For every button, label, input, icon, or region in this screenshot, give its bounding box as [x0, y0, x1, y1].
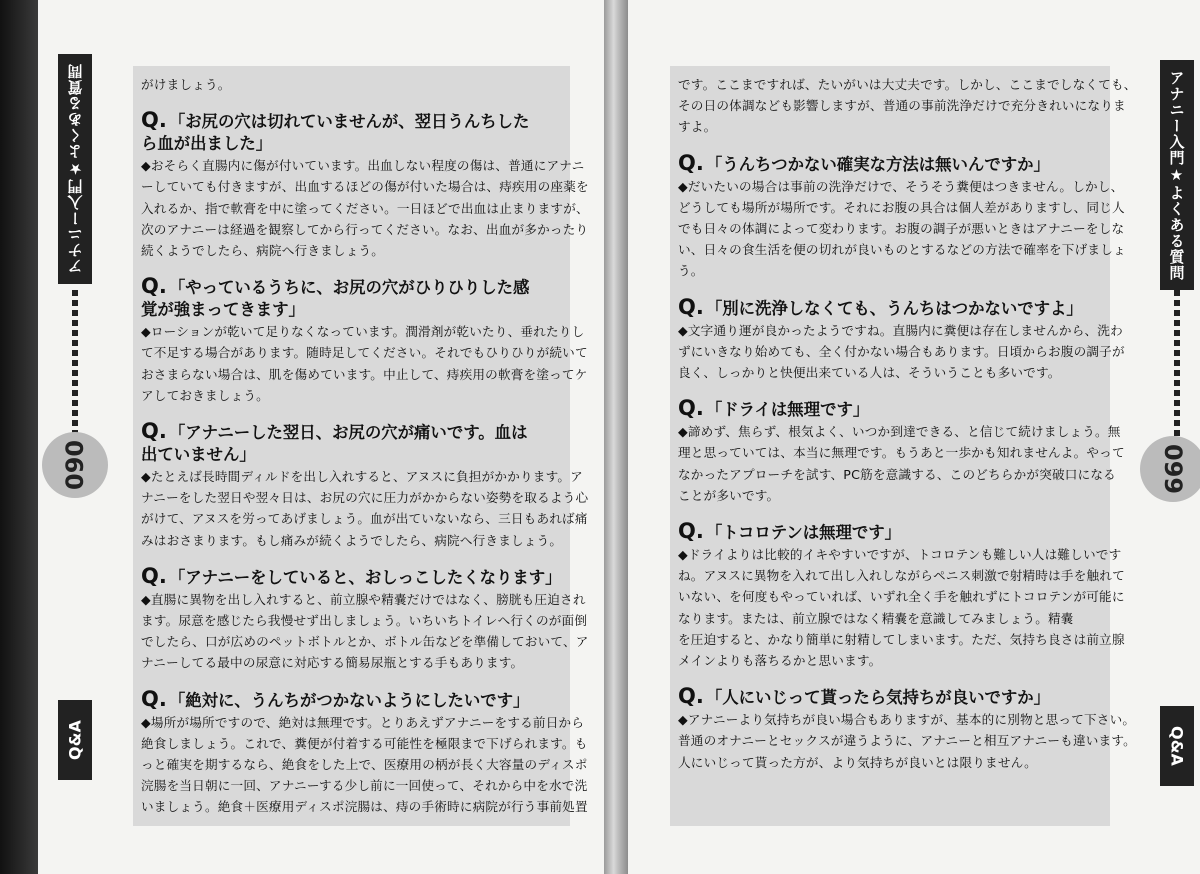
right-text-block [670, 66, 1137, 826]
question-mark-label: Q. [678, 294, 704, 319]
qa-tab: Q&A [1160, 706, 1194, 786]
chapter-title: アナニー入門★よくある質問 [58, 54, 92, 284]
answer-line: ◆文字通り運が良かったようですね。直腸内に糞便は存在しませんから、洗わ [678, 322, 1123, 338]
question-text: 出ていません」 [141, 445, 256, 465]
answer-line: ◆たとえば長時間ディルドを出し入れすると、アヌスに負担がかかります。ア [141, 469, 583, 485]
answer-line: 良く、しっかりと快便出来ている人は、そういうことも多いです。 [678, 365, 1061, 381]
question-title [678, 397, 1104, 421]
question-text: 「トコロテンは無理です」 [705, 523, 902, 543]
answer-line: ずにいきなり始めても、全く付かない場合もあります。日頃からお腹の調子が [678, 343, 1125, 359]
answer-line: を圧迫すると、かなり簡単に射精してしまいます。ただ、気持ち良さは前立腺 [678, 631, 1125, 647]
left-text-block [133, 66, 589, 826]
question-mark-label: Q. [678, 519, 704, 544]
question-text: 「人にいじって貰ったら気持ちが良いですか」 [705, 688, 1051, 708]
answer-line: いましょう。絶食＋医療用ディスポ浣腸は、痔の手術時に病院が行う事前処置 [141, 799, 588, 815]
answer-line: メインよりも落ちるかと思います。 [678, 653, 882, 669]
answer-line: でしたら、口が広めのペットボトルとか、ボトル缶などを準備しておいて、ア [141, 634, 589, 650]
intro-line: がけましょう。 [141, 77, 231, 92]
answer-line: ーしていても付きますが、出血するほどの傷が付いた場合は、痔疾用の座薬を [141, 179, 589, 195]
intro-line: その日の体調なども影響しますが、普通の事前洗浄だけで充分きれいになりま [678, 98, 1126, 114]
question-text: ら血が出ました」 [141, 134, 273, 154]
answer-line: 人にいじって貰った方が、より気持ちが良いとは限りません。 [678, 754, 1037, 770]
question-text: 「ドライは無理です」 [705, 400, 870, 420]
question-title [678, 520, 1104, 544]
question-text: 「別に洗浄しなくても、うんちはつかないですよ」 [705, 298, 1083, 318]
left-page [38, 0, 604, 874]
question-title [141, 420, 564, 444]
answer-line: ◆おそらく直腸内に傷が付いています。出血しない程度の傷は、普通にアナニ [141, 158, 585, 174]
question-text: 「うんちつかない確実な方法は無いんですか」 [705, 154, 1050, 174]
answer-line: 絶食しましょう。これで、糞便が付着する可能性を極限まで下げられます。も [141, 735, 588, 751]
dotted-divider [1174, 290, 1180, 438]
answer-line: い、日々の食生活を便の切れが良いものとするなどの方法で確率を下げましょ [678, 242, 1126, 258]
qa-item [141, 108, 589, 261]
qa-item [141, 563, 589, 674]
question-text: 「お尻の穴は切れていませんが、翌日うんちした [168, 112, 530, 132]
question-text: 「やっているうちに、お尻の穴がひりひりした感 [168, 278, 530, 298]
question-title [678, 296, 1104, 320]
answer-line: ナニーをした翌日や翌々日は、お尻の穴に圧力がかからない姿勢を取るよう心 [141, 490, 589, 506]
question-mark-label: Q. [141, 686, 167, 711]
left-sidebar [58, 0, 92, 874]
answer-line: ◆直腸に異物を出し入れすると、前立腺や精嚢だけではなく、膀胱も圧迫され [141, 591, 586, 607]
answer-line: ◆諦めず、焦らず、根気よく、いつか到達できる、と信じて続けましょう。無 [678, 424, 1121, 440]
question-title [141, 299, 564, 321]
answer-line: 普通のオナニーとセックスが違うように、アナニーと相互アナニーも違います。 [678, 733, 1136, 749]
chapter-title: アナニー入門★よくある質問 [1160, 60, 1194, 290]
answer-line: ことが多いです。 [678, 487, 780, 503]
question-title [141, 109, 564, 133]
answer-line: ね。アヌスに異物を入れて出し入れしながらペニス刺激で射精時は手を触れて [678, 568, 1125, 584]
answer-line: なります。または、前立腺ではなく精嚢を意識してみましょう。精嚢 [678, 610, 1074, 626]
question-mark-label: Q. [678, 684, 704, 709]
answer-line: う。 [678, 263, 704, 279]
question-title [678, 685, 1104, 709]
page-number-badge: 090 [42, 432, 108, 498]
question-title [141, 565, 564, 589]
answer-line: ◆場所が場所ですので、絶対は無理です。とりあえずアナニーをする前日から [141, 714, 585, 730]
question-title [678, 152, 1104, 176]
answer-line: いない、を何度もやっていれば、いずれ全く手を触れずにトコロテンが可能に [678, 589, 1125, 605]
question-mark-label: Q. [141, 108, 167, 133]
intro-line: です。ここまですれば、たいがいは大丈夫です。しかし、ここまでしなくても、 [678, 77, 1137, 92]
question-mark-label: Q. [678, 396, 704, 421]
answer-line: っと確実を期するなら、絶食をした上で、医療用の柄が長く大容量のディスポ [141, 757, 588, 773]
right-page [628, 0, 1200, 874]
book-edge [0, 0, 38, 874]
question-text: 覚が強まってきます」 [141, 300, 305, 320]
answer-line: ◆だいたいの場合は事前の洗浄だけで、そうそう糞便はつきません。しかし、 [678, 178, 1124, 194]
answer-line: どうしても場所が場所です。それにお腹の具合は個人差がありますし、同じ人 [678, 199, 1125, 215]
book-gutter [604, 0, 628, 874]
qa-item [141, 686, 588, 818]
answer-line: ◆ドライよりは比較的イキやすいですが、トコロテンも難しい人は難しいです [678, 547, 1122, 563]
answer-line: でも日々の体調によって変わります。お腹の調子が悪いときはアナニーをしな [678, 221, 1125, 237]
answer-line: みはおさまります。もし痛みが続くようでしたら、病院へ行きましょう。 [141, 532, 563, 548]
answer-line: て不足する場合があります。随時足してください。それでもひりひりが続いて [141, 345, 588, 361]
qa-item [678, 150, 1126, 282]
answer-line: 入れるか、指で軟膏を中に塗ってください。一日ほどで出血は止まりますが、 [141, 200, 589, 216]
dotted-divider [72, 290, 78, 438]
answer-line: 浣腸を当日朝に一回、アナニーする少し前に一回使って、それから中を水で洗 [141, 778, 588, 794]
qa-item [678, 519, 1125, 671]
qa-item [678, 294, 1125, 384]
question-text: 「アナニーした翌日、お尻の穴が痛いです。血は [168, 423, 528, 443]
question-title [141, 444, 564, 466]
answer-line: 続くようでしたら、病院へ行きましょう。 [141, 243, 385, 259]
right-sidebar [1160, 0, 1194, 874]
question-title [141, 688, 564, 712]
question-text: 「アナニーをしていると、おしっこしたくなります」 [168, 567, 562, 587]
question-mark-label: Q. [678, 150, 704, 175]
question-mark-label: Q. [141, 419, 167, 444]
answer-line: 理と思っていては、本当に無理です。もうあと一歩かも知れませんよ。やって [678, 445, 1125, 461]
qa-tab: Q&A [58, 700, 92, 780]
question-text: 「絶対に、うんちがつかないようにしたいです」 [168, 690, 530, 710]
qa-item [678, 684, 1136, 773]
question-title [141, 133, 564, 155]
answer-line: アしておきましょう。 [141, 387, 269, 403]
answer-line: ◆アナニーより気持ちが良い場合もありますが、基本的に別物と思って下さい。 [678, 712, 1136, 728]
answer-line: がけて、アヌスを労ってあげましょう。血が出ていないなら、三日もあれば痛 [141, 511, 588, 527]
question-mark-label: Q. [141, 563, 167, 588]
answer-line: ます。尿意を感じたら我慢せず出しましょう。いちいちトイレへ行くのが面倒 [141, 613, 588, 629]
answer-line: ◆ローションが乾いて足りなくなっています。潤滑剤が乾いたり、垂れたりし [141, 324, 585, 340]
answer-line: ナニーしてる最中の尿意に対応する簡易尿瓶とする手もあります。 [141, 655, 524, 671]
page-number-badge: 099 [1140, 436, 1200, 502]
question-mark-label: Q. [141, 274, 167, 299]
answer-line: おさまらない場合は、肌を傷めています。中止して、痔疾用の軟膏を塗ってケ [141, 366, 588, 382]
answer-line: 次のアナニーは経過を観察してから行ってください。なお、出血が多かったり [141, 221, 589, 237]
qa-item [141, 274, 588, 406]
qa-item [141, 419, 589, 551]
intro-line: すよ。 [678, 119, 717, 135]
qa-item [678, 396, 1125, 506]
question-title [141, 275, 564, 299]
answer-line: なかったアプローチを試す、PC筋を意識する、このどちらかが突破口になる [678, 466, 1116, 482]
